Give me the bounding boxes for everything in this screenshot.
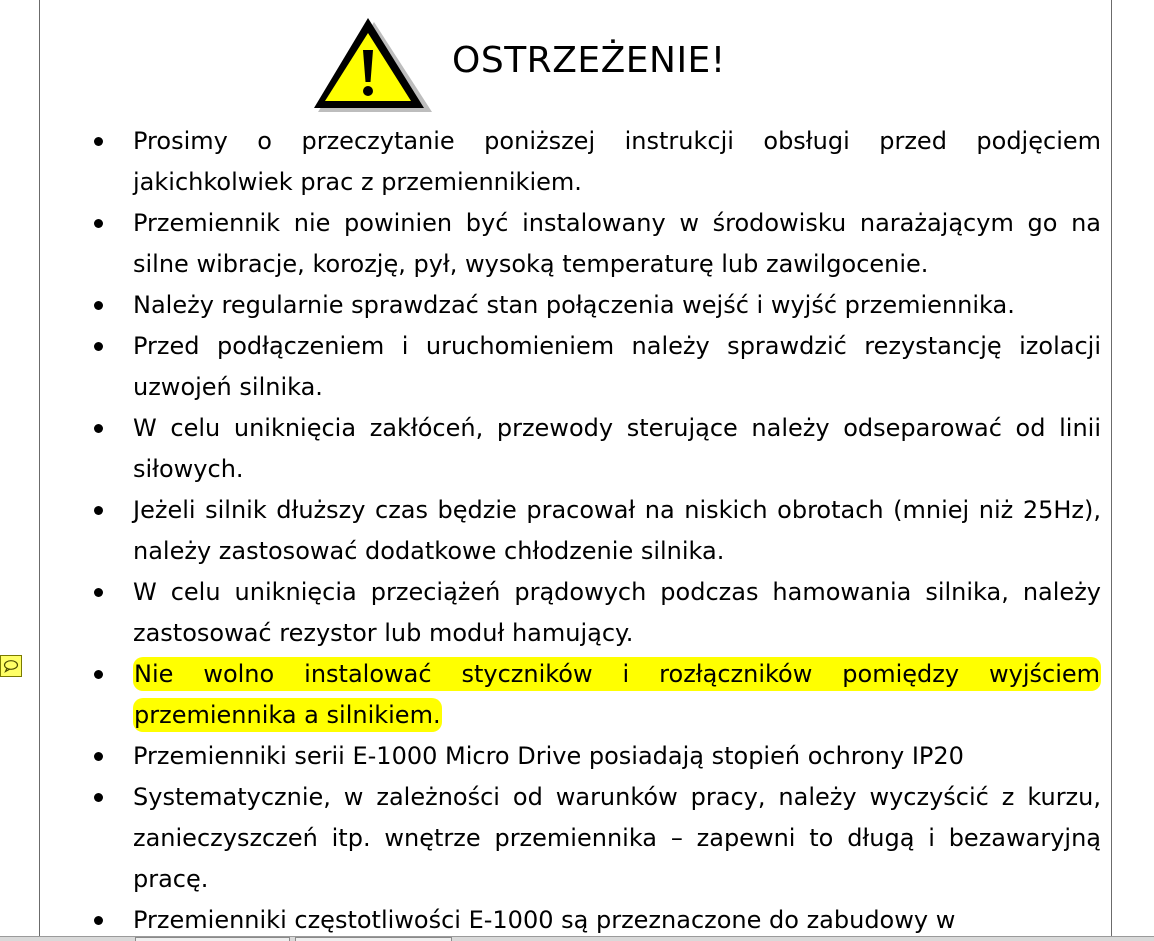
bullet-item <box>91 900 1101 941</box>
bullet-dot-icon <box>94 752 103 761</box>
comment-icon[interactable] <box>3 659 19 673</box>
bullet-item <box>91 285 1101 326</box>
bullet-dot-icon <box>94 670 103 679</box>
horizontal-scrollbar[interactable] <box>0 936 1154 941</box>
document-page <box>39 0 1112 941</box>
warning-title: OSTRZEŻENIE! <box>452 39 726 81</box>
comment-marker[interactable] <box>0 655 22 677</box>
warning-bullet-list <box>91 121 1101 941</box>
bullet-item <box>91 490 1101 572</box>
bullet-text: Systematycznie, w zależności od warunków pracy, należy wyczyścić z kurzu, zanieczyszczeń itp. wnętrze przemiennika – zapewni to długą i bezawaryjną pracę. <box>133 783 1101 893</box>
bullet-item <box>91 203 1101 285</box>
bullet-item-highlighted <box>91 654 1101 736</box>
bullet-text: Przemienniki serii E-1000 Micro Drive posiadają stopień ochrony IP20 <box>133 742 964 770</box>
bottom-tab-2[interactable] <box>295 937 452 941</box>
bullet-dot-icon <box>94 219 103 228</box>
bullet-text: Nie wolno instalować styczników i rozłączników pomiędzy wyjściem przemiennika a silnikiem. <box>133 657 1101 732</box>
bullet-item <box>91 572 1101 654</box>
warning-header <box>312 16 726 112</box>
bullet-text: Należy regularnie sprawdzać stan połączenia wejść i wyjść przemiennika. <box>133 291 1015 319</box>
bottom-tab-1[interactable] <box>135 937 290 941</box>
bullet-item <box>91 326 1101 408</box>
bullet-text: Przemienniki częstotliwości E-1000 są przeznaczone do zabudowy w <box>133 906 956 934</box>
bullet-text: W celu uniknięcia przeciążeń prądowych podczas hamowania silnika, należy zastosować rezystor lub moduł hamujący. <box>133 578 1101 647</box>
bullet-dot-icon <box>94 916 103 925</box>
bullet-text: Przed podłączeniem i uruchomieniem należy sprawdzić rezystancję izolacji uzwojeń silnika. <box>133 332 1101 401</box>
bullet-text: Prosimy o przeczytanie poniższej instrukcji obsługi przed podjęciem jakichkolwiek prac z przemiennikiem. <box>133 127 1101 196</box>
bullet-item <box>91 408 1101 490</box>
bullet-dot-icon <box>94 137 103 146</box>
bullet-dot-icon <box>94 301 103 310</box>
warning-triangle-icon <box>312 16 432 112</box>
bullet-text: W celu uniknięcia zakłóceń, przewody sterujące należy odseparować od linii siłowych. <box>133 414 1101 483</box>
bullet-dot-icon <box>94 424 103 433</box>
bullet-dot-icon <box>94 588 103 597</box>
bullet-text: Jeżeli silnik dłuższy czas będzie pracował na niskich obrotach (mniej niż 25Hz), należy zastosować dodatkowe chłodzenie silnika. <box>133 496 1101 565</box>
bullet-text: Przemiennik nie powinien być instalowany w środowisku narażającym go na silne wibracje, korozję, pył, wysoką temperaturę lub zawilgocenie. <box>133 209 1101 278</box>
bullet-item <box>91 121 1101 203</box>
bullet-dot-icon <box>94 793 103 802</box>
bullet-item <box>91 736 1101 777</box>
bullet-dot-icon <box>94 506 103 515</box>
bullet-item <box>91 777 1101 900</box>
bullet-dot-icon <box>94 342 103 351</box>
